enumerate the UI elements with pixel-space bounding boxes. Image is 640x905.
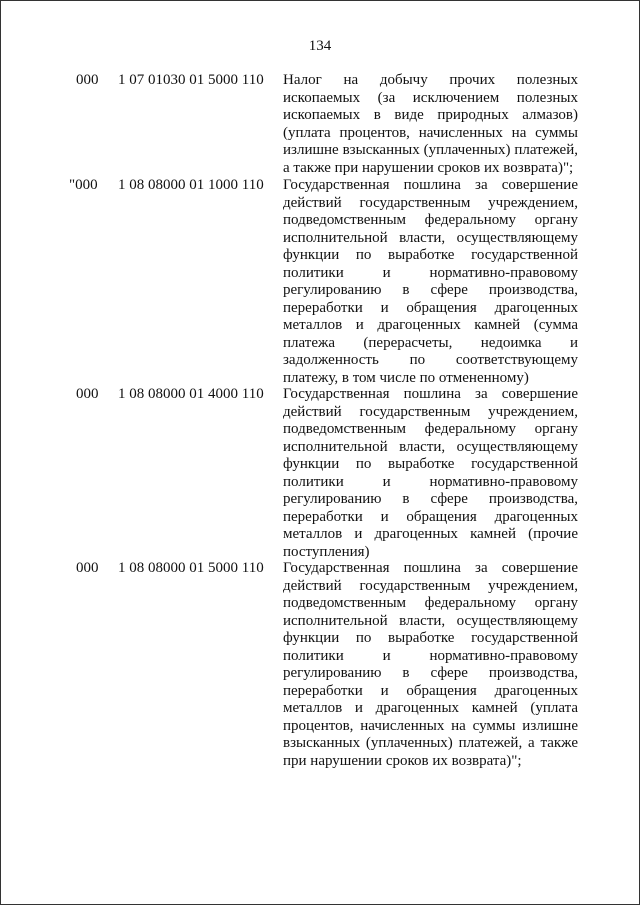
description: Государственная пошлина за совершение действий государственным учреждением, подведомственным федеральному органу исполнительной власти, осуществляющему функции по выработке государственной политики и нормативно-правовому регулированию в сфере производства, переработки и обращения драгоценных металлов и драгоценных камней (прочие поступления) xyxy=(283,386,578,560)
classification-code: 1 07 01030 01 5000 110 xyxy=(118,72,264,88)
page-number: 134 xyxy=(308,38,332,54)
admin-code: 000 xyxy=(76,560,99,576)
admin-code: "000 xyxy=(69,177,98,193)
admin-code: 000 xyxy=(76,386,99,402)
classification-code: 1 08 08000 01 5000 110 xyxy=(118,560,264,576)
description: Налог на добычу прочих полезных ископаемых (за исключением полезных ископаемых в виде природных алмазов) (уплата процентов, начисленных на суммы излишне взысканных (уплаченных) платежей, а также при нарушении сроков их возврата)"; xyxy=(283,72,578,176)
admin-code: 000 xyxy=(76,72,99,88)
classification-code: 1 08 08000 01 1000 110 xyxy=(118,177,264,193)
classification-code: 1 08 08000 01 4000 110 xyxy=(118,386,264,402)
description: Государственная пошлина за совершение действий государственным учреждением, подведомственным федеральному органу исполнительной власти, осуществляющему функции по выработке государственной политики и нормативно-правовому регулированию в сфере производства, переработки и обращения драгоценных металлов и драгоценных камней (сумма платежа (перерасчеты, недоимка и задолженность по соответствующему платежу, в том числе по отмененному) xyxy=(283,177,578,386)
description: Государственная пошлина за совершение действий государственным учреждением, подведомственным федеральному органу исполнительной власти, осуществляющему функции по выработке государственной политики и нормативно-правовому регулированию в сфере производства, переработки и обращения драгоценных металлов и драгоценных камней (уплата процентов, начисленных на суммы излишне взысканных (уплаченных) платежей, а также при нарушении сроков их возврата)"; xyxy=(283,560,578,769)
